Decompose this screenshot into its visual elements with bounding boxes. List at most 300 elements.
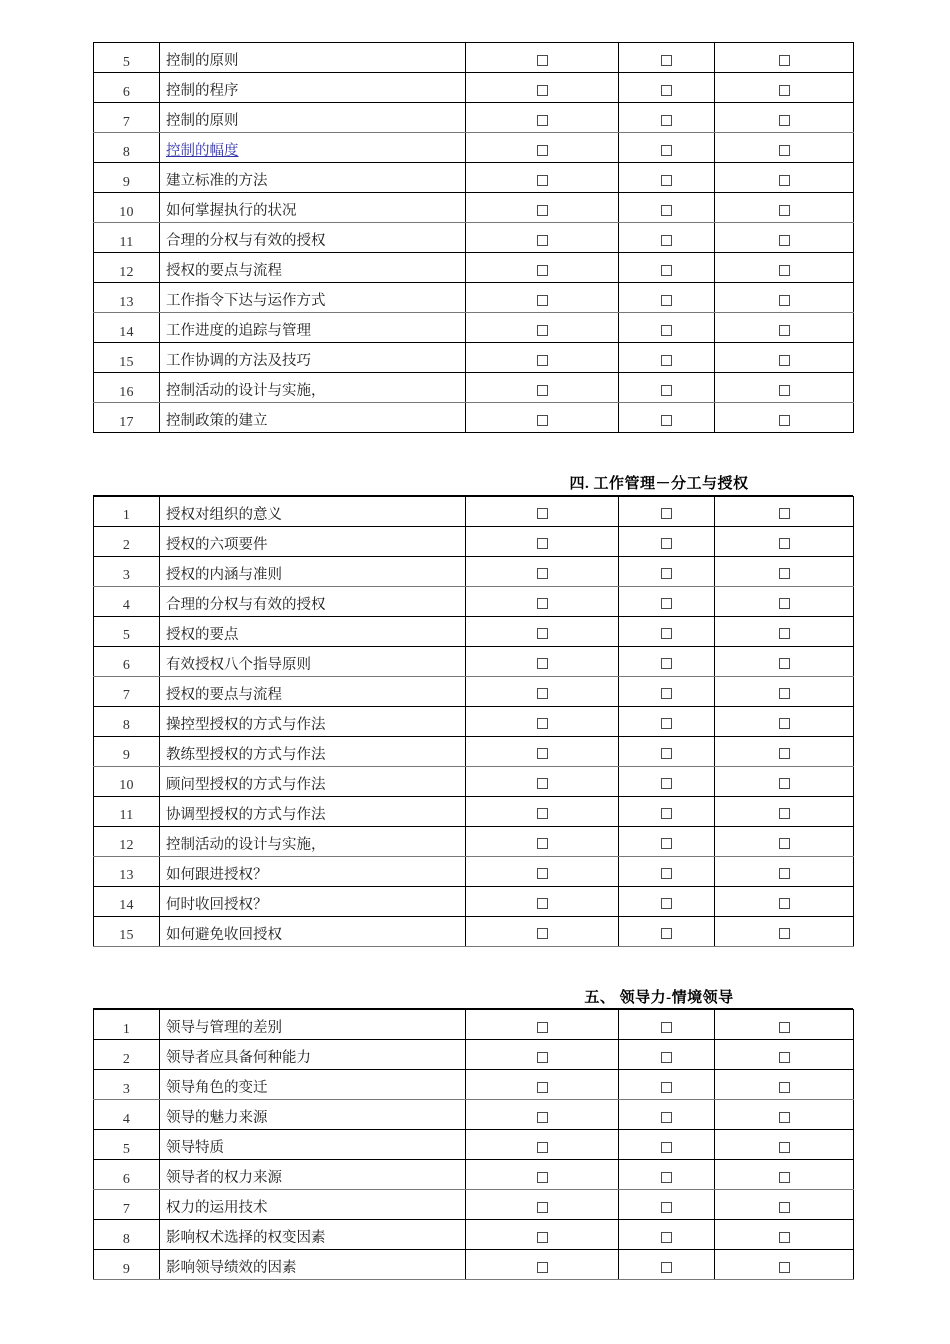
checkbox-cell-3[interactable] <box>715 1190 854 1220</box>
checkbox-empty-icon[interactable] <box>537 205 548 216</box>
row-number: 11 <box>94 223 160 253</box>
checkbox-empty-icon[interactable] <box>779 1052 790 1063</box>
checkbox-cell-2[interactable] <box>619 313 715 343</box>
checkbox-empty-icon[interactable] <box>779 778 790 789</box>
checkbox-cell-1[interactable] <box>466 796 619 826</box>
row-title-cell: 协调型授权的方式与作法 <box>160 796 466 826</box>
checkbox-cell-1[interactable] <box>466 1220 619 1250</box>
checkbox-cell-3[interactable] <box>715 856 854 886</box>
checkbox-empty-icon[interactable] <box>537 385 548 396</box>
checkbox-cell-3[interactable] <box>715 1220 854 1250</box>
checkbox-cell-1[interactable] <box>466 1160 619 1190</box>
checkbox-cell-2[interactable] <box>619 1190 715 1220</box>
checkbox-cell-1[interactable] <box>466 43 619 73</box>
row-number: 13 <box>94 856 160 886</box>
checkbox-cell-3[interactable] <box>715 403 854 433</box>
checkbox-empty-icon[interactable] <box>537 748 548 759</box>
checkbox-empty-icon[interactable] <box>661 1022 672 1033</box>
checkbox-empty-icon[interactable] <box>661 748 672 759</box>
checkbox-cell-1[interactable] <box>466 676 619 706</box>
checkbox-empty-icon[interactable] <box>537 1202 548 1213</box>
checkbox-cell-1[interactable] <box>466 556 619 586</box>
checkbox-cell-3[interactable] <box>715 373 854 403</box>
table-row <box>94 856 854 886</box>
row-title-cell: 控制活动的设计与实施， <box>160 373 466 403</box>
checkbox-cell-2[interactable] <box>619 886 715 916</box>
checkbox-cell-2[interactable] <box>619 496 715 526</box>
section-heading-text: 四. 工作管理－分工与授权 <box>569 476 749 492</box>
row-number: 14 <box>94 313 160 343</box>
checkbox-empty-icon[interactable] <box>537 325 548 336</box>
checkbox-empty-icon[interactable] <box>779 718 790 729</box>
checkbox-cell-3[interactable] <box>715 736 854 766</box>
checkbox-empty-icon[interactable] <box>779 1112 790 1123</box>
checkbox-empty-icon[interactable] <box>779 1232 790 1243</box>
checkbox-cell-1[interactable] <box>466 886 619 916</box>
checkbox-empty-icon[interactable] <box>537 355 548 366</box>
checkbox-cell-3[interactable] <box>715 496 854 526</box>
checkbox-cell-2[interactable] <box>619 706 715 736</box>
checkbox-empty-icon[interactable] <box>537 808 548 819</box>
checkbox-empty-icon[interactable] <box>661 235 672 246</box>
table-row <box>94 886 854 916</box>
checkbox-empty-icon[interactable] <box>537 778 548 789</box>
checkbox-empty-icon[interactable] <box>779 1202 790 1213</box>
checkbox-cell-3[interactable] <box>715 646 854 676</box>
checkbox-cell-1[interactable] <box>466 1130 619 1160</box>
checkbox-empty-icon[interactable] <box>779 295 790 306</box>
row-title-cell: 领导角色的变迁 <box>160 1070 466 1100</box>
row-number: 8 <box>94 1220 160 1250</box>
checkbox-empty-icon[interactable] <box>779 115 790 126</box>
checkbox-empty-icon[interactable] <box>779 688 790 699</box>
checkbox-empty-icon[interactable] <box>661 1262 672 1273</box>
checkbox-cell-1[interactable] <box>466 826 619 856</box>
checkbox-cell-3[interactable] <box>715 343 854 373</box>
checkbox-cell-1[interactable] <box>466 526 619 556</box>
checkbox-empty-icon[interactable] <box>661 838 672 849</box>
checkbox-empty-icon[interactable] <box>661 628 672 639</box>
checkbox-empty-icon[interactable] <box>779 838 790 849</box>
checkbox-empty-icon[interactable] <box>537 718 548 729</box>
checkbox-empty-icon[interactable] <box>661 355 672 366</box>
checkbox-empty-icon[interactable] <box>779 145 790 156</box>
row-title-link[interactable]: 控制的幅度 <box>166 143 239 160</box>
checkbox-cell-2[interactable] <box>619 856 715 886</box>
row-title-cell: 控制的原则 <box>160 43 466 73</box>
checkbox-cell-3[interactable] <box>715 706 854 736</box>
section-heading-cell <box>465 469 853 495</box>
checkbox-empty-icon[interactable] <box>661 1232 672 1243</box>
checkbox-cell-1[interactable] <box>466 1070 619 1100</box>
checkbox-cell-2[interactable] <box>619 556 715 586</box>
checkbox-empty-icon[interactable] <box>661 868 672 879</box>
checkbox-cell-3[interactable] <box>715 1160 854 1190</box>
checkbox-cell-2[interactable] <box>619 343 715 373</box>
checkbox-empty-icon[interactable] <box>537 235 548 246</box>
checkbox-cell-1[interactable] <box>466 1100 619 1130</box>
checkbox-cell-2[interactable] <box>619 1040 715 1070</box>
checkbox-cell-1[interactable] <box>466 283 619 313</box>
checkbox-empty-icon[interactable] <box>661 1052 672 1063</box>
checkbox-empty-icon[interactable] <box>537 868 548 879</box>
checkbox-cell-3[interactable] <box>715 313 854 343</box>
section-heading-left-pad <box>93 983 465 1009</box>
checkbox-cell-3[interactable] <box>715 766 854 796</box>
checkbox-cell-3[interactable] <box>715 616 854 646</box>
checkbox-empty-icon[interactable] <box>779 205 790 216</box>
checkbox-empty-icon[interactable] <box>537 1142 548 1153</box>
checkbox-cell-1[interactable] <box>466 193 619 223</box>
checkbox-cell-2[interactable] <box>619 796 715 826</box>
checkbox-cell-2[interactable] <box>619 193 715 223</box>
table-row <box>94 526 854 556</box>
checkbox-empty-icon[interactable] <box>537 1262 548 1273</box>
checkbox-cell-2[interactable] <box>619 826 715 856</box>
checkbox-empty-icon[interactable] <box>779 355 790 366</box>
checkbox-empty-icon[interactable] <box>537 928 548 939</box>
row-title-cell: 如何掌握执行的状况 <box>160 193 466 223</box>
checkbox-empty-icon[interactable] <box>779 868 790 879</box>
checkbox-cell-3[interactable] <box>715 1250 854 1280</box>
table-row <box>94 646 854 676</box>
checkbox-cell-2[interactable] <box>619 646 715 676</box>
checkbox-cell-1[interactable] <box>466 313 619 343</box>
row-number: 7 <box>94 103 160 133</box>
checkbox-empty-icon[interactable] <box>537 1172 548 1183</box>
checkbox-cell-2[interactable] <box>619 1100 715 1130</box>
checkbox-empty-icon[interactable] <box>661 598 672 609</box>
checklist-table <box>93 42 854 433</box>
checkbox-empty-icon[interactable] <box>537 1052 548 1063</box>
row-title-cell: 控制的程序 <box>160 73 466 103</box>
checkbox-cell-2[interactable] <box>619 223 715 253</box>
row-number: 6 <box>94 646 160 676</box>
checkbox-cell-1[interactable] <box>466 736 619 766</box>
checkbox-cell-2[interactable] <box>619 1250 715 1280</box>
table-row <box>94 556 854 586</box>
row-number: 5 <box>94 616 160 646</box>
checkbox-cell-1[interactable] <box>466 1190 619 1220</box>
table-row <box>94 103 854 133</box>
checkbox-cell-3[interactable] <box>715 586 854 616</box>
row-title-cell: 有效授权八个指导原则 <box>160 646 466 676</box>
checkbox-cell-1[interactable] <box>466 253 619 283</box>
checkbox-empty-icon[interactable] <box>661 205 672 216</box>
checkbox-empty-icon[interactable] <box>661 808 672 819</box>
checkbox-empty-icon[interactable] <box>537 175 548 186</box>
checkbox-empty-icon[interactable] <box>661 568 672 579</box>
table-row <box>94 43 854 73</box>
checkbox-cell-3[interactable] <box>715 1040 854 1070</box>
checkbox-empty-icon[interactable] <box>537 295 548 306</box>
table-row <box>94 1190 854 1220</box>
checkbox-empty-icon[interactable] <box>779 55 790 66</box>
table-row <box>94 1010 854 1040</box>
checkbox-cell-1[interactable] <box>466 1040 619 1070</box>
row-title-cell: 如何避免收回授权 <box>160 916 466 946</box>
row-number: 3 <box>94 1070 160 1100</box>
row-number: 9 <box>94 163 160 193</box>
checkbox-empty-icon[interactable] <box>661 658 672 669</box>
row-title-cell: 授权的要点与流程 <box>160 253 466 283</box>
row-number: 13 <box>94 283 160 313</box>
checkbox-empty-icon[interactable] <box>779 928 790 939</box>
section-heading-row <box>93 983 853 1010</box>
row-title-cell: 授权对组织的意义 <box>160 496 466 526</box>
checkbox-empty-icon[interactable] <box>661 295 672 306</box>
checkbox-empty-icon[interactable] <box>537 538 548 549</box>
checkbox-cell-2[interactable] <box>619 73 715 103</box>
checkbox-empty-icon[interactable] <box>779 1172 790 1183</box>
checkbox-empty-icon[interactable] <box>661 175 672 186</box>
section-heading-left-pad <box>93 469 465 495</box>
checkbox-empty-icon[interactable] <box>661 1112 672 1123</box>
checkbox-cell-2[interactable] <box>619 373 715 403</box>
checkbox-empty-icon[interactable] <box>537 1082 548 1093</box>
checkbox-empty-icon[interactable] <box>779 898 790 909</box>
checkbox-empty-icon[interactable] <box>779 175 790 186</box>
checkbox-empty-icon[interactable] <box>537 628 548 639</box>
checkbox-empty-icon[interactable] <box>537 1112 548 1123</box>
checkbox-cell-1[interactable] <box>466 73 619 103</box>
checkbox-cell-2[interactable] <box>619 586 715 616</box>
checkbox-cell-3[interactable] <box>715 1010 854 1040</box>
row-title-cell: 建立标准的方法 <box>160 163 466 193</box>
checkbox-cell-1[interactable] <box>466 1250 619 1280</box>
checkbox-cell-1[interactable] <box>466 403 619 433</box>
table-row <box>94 736 854 766</box>
table-row <box>94 313 854 343</box>
checkbox-empty-icon[interactable] <box>661 538 672 549</box>
table-row <box>94 1040 854 1070</box>
checkbox-cell-2[interactable] <box>619 403 715 433</box>
checkbox-empty-icon[interactable] <box>779 598 790 609</box>
checkbox-cell-2[interactable] <box>619 1160 715 1190</box>
row-title-cell: 控制的原则 <box>160 103 466 133</box>
checkbox-cell-2[interactable] <box>619 1220 715 1250</box>
checkbox-cell-3[interactable] <box>715 826 854 856</box>
checkbox-cell-2[interactable] <box>619 103 715 133</box>
row-number: 6 <box>94 73 160 103</box>
checkbox-empty-icon[interactable] <box>537 838 548 849</box>
checkbox-empty-icon[interactable] <box>779 235 790 246</box>
checkbox-cell-1[interactable] <box>466 616 619 646</box>
checkbox-empty-icon[interactable] <box>779 808 790 819</box>
section-heading-cell <box>465 983 853 1009</box>
row-title-cell: 授权的六项要件 <box>160 526 466 556</box>
table-row <box>94 616 854 646</box>
checkbox-cell-1[interactable] <box>466 373 619 403</box>
checkbox-empty-icon[interactable] <box>537 658 548 669</box>
checkbox-cell-3[interactable] <box>715 73 854 103</box>
checkbox-empty-icon[interactable] <box>661 688 672 699</box>
checkbox-cell-1[interactable] <box>466 916 619 946</box>
checkbox-cell-3[interactable] <box>715 223 854 253</box>
row-number: 11 <box>94 796 160 826</box>
checkbox-empty-icon[interactable] <box>661 928 672 939</box>
checkbox-empty-icon[interactable] <box>779 1082 790 1093</box>
checkbox-cell-3[interactable] <box>715 556 854 586</box>
table-row <box>94 1130 854 1160</box>
checkbox-cell-2[interactable] <box>619 676 715 706</box>
checkbox-empty-icon[interactable] <box>661 1082 672 1093</box>
row-number: 14 <box>94 886 160 916</box>
checkbox-empty-icon[interactable] <box>779 265 790 276</box>
checkbox-empty-icon[interactable] <box>661 385 672 396</box>
checkbox-empty-icon[interactable] <box>537 568 548 579</box>
checkbox-empty-icon[interactable] <box>537 508 548 519</box>
checkbox-empty-icon[interactable] <box>661 265 672 276</box>
row-title-cell: 工作协调的方法及技巧 <box>160 343 466 373</box>
row-title-cell: 影响权术选择的权变因素 <box>160 1220 466 1250</box>
section-heading-row <box>93 469 853 496</box>
checkbox-empty-icon[interactable] <box>661 1172 672 1183</box>
checkbox-empty-icon[interactable] <box>661 415 672 426</box>
checkbox-cell-3[interactable] <box>715 1100 854 1130</box>
checkbox-empty-icon[interactable] <box>779 415 790 426</box>
checkbox-cell-3[interactable] <box>715 796 854 826</box>
checkbox-empty-icon[interactable] <box>537 415 548 426</box>
checkbox-cell-2[interactable] <box>619 916 715 946</box>
checkbox-cell-2[interactable] <box>619 163 715 193</box>
checkbox-cell-1[interactable] <box>466 103 619 133</box>
row-number: 8 <box>94 706 160 736</box>
checkbox-empty-icon[interactable] <box>537 85 548 96</box>
checkbox-empty-icon[interactable] <box>779 85 790 96</box>
checkbox-empty-icon[interactable] <box>779 748 790 759</box>
checkbox-empty-icon[interactable] <box>779 1262 790 1273</box>
checkbox-cell-1[interactable] <box>466 586 619 616</box>
row-number: 1 <box>94 496 160 526</box>
checkbox-empty-icon[interactable] <box>537 688 548 699</box>
row-number: 16 <box>94 373 160 403</box>
checkbox-cell-2[interactable] <box>619 766 715 796</box>
checkbox-empty-icon[interactable] <box>779 568 790 579</box>
checkbox-cell-1[interactable] <box>466 766 619 796</box>
checkbox-empty-icon[interactable] <box>779 628 790 639</box>
checklist-sheet <box>93 42 853 1280</box>
row-title-cell: 操控型授权的方式与作法 <box>160 706 466 736</box>
checkbox-cell-2[interactable] <box>619 736 715 766</box>
checkbox-cell-3[interactable] <box>715 916 854 946</box>
checkbox-cell-2[interactable] <box>619 43 715 73</box>
checkbox-empty-icon[interactable] <box>661 115 672 126</box>
checkbox-empty-icon[interactable] <box>779 325 790 336</box>
checkbox-empty-icon[interactable] <box>779 385 790 396</box>
section-spacer <box>93 947 853 983</box>
row-number: 15 <box>94 343 160 373</box>
checkbox-empty-icon[interactable] <box>661 898 672 909</box>
checkbox-empty-icon[interactable] <box>537 145 548 156</box>
checkbox-cell-1[interactable] <box>466 646 619 676</box>
checkbox-cell-3[interactable] <box>715 193 854 223</box>
row-title-cell: 顾问型授权的方式与作法 <box>160 766 466 796</box>
checkbox-cell-3[interactable] <box>715 1070 854 1100</box>
checkbox-empty-icon[interactable] <box>779 538 790 549</box>
table-row <box>94 496 854 526</box>
checkbox-empty-icon[interactable] <box>661 145 672 156</box>
checkbox-empty-icon[interactable] <box>661 55 672 66</box>
checkbox-cell-2[interactable] <box>619 1010 715 1040</box>
row-number: 7 <box>94 676 160 706</box>
checkbox-empty-icon[interactable] <box>537 898 548 909</box>
checkbox-cell-3[interactable] <box>715 676 854 706</box>
row-number: 15 <box>94 916 160 946</box>
checkbox-cell-3[interactable] <box>715 43 854 73</box>
checkbox-cell-2[interactable] <box>619 526 715 556</box>
checkbox-empty-icon[interactable] <box>779 508 790 519</box>
checkbox-cell-3[interactable] <box>715 133 854 163</box>
row-number: 7 <box>94 1190 160 1220</box>
checkbox-cell-2[interactable] <box>619 133 715 163</box>
row-title-cell: 合理的分权与有效的授权 <box>160 223 466 253</box>
checkbox-cell-3[interactable] <box>715 103 854 133</box>
checkbox-empty-icon[interactable] <box>779 1142 790 1153</box>
checkbox-empty-icon[interactable] <box>537 1022 548 1033</box>
checkbox-cell-3[interactable] <box>715 1130 854 1160</box>
row-title-cell: 授权的内涵与准则 <box>160 556 466 586</box>
checkbox-cell-3[interactable] <box>715 163 854 193</box>
checkbox-empty-icon[interactable] <box>661 1142 672 1153</box>
table-row <box>94 1160 854 1190</box>
row-number: 6 <box>94 1160 160 1190</box>
checkbox-empty-icon[interactable] <box>779 1022 790 1033</box>
table-row <box>94 826 854 856</box>
row-title-cell: 权力的运用技术 <box>160 1190 466 1220</box>
checkbox-empty-icon[interactable] <box>537 1232 548 1243</box>
checkbox-empty-icon[interactable] <box>661 778 672 789</box>
checkbox-cell-2[interactable] <box>619 616 715 646</box>
checkbox-empty-icon[interactable] <box>661 1202 672 1213</box>
table-row <box>94 253 854 283</box>
checkbox-cell-3[interactable] <box>715 253 854 283</box>
row-number: 17 <box>94 403 160 433</box>
table-row <box>94 1250 854 1280</box>
checkbox-cell-1[interactable] <box>466 223 619 253</box>
checkbox-cell-3[interactable] <box>715 886 854 916</box>
checkbox-empty-icon[interactable] <box>779 658 790 669</box>
table-row <box>94 163 854 193</box>
checkbox-empty-icon[interactable] <box>537 115 548 126</box>
checkbox-cell-1[interactable] <box>466 1010 619 1040</box>
checkbox-cell-3[interactable] <box>715 283 854 313</box>
checkbox-empty-icon[interactable] <box>661 718 672 729</box>
checkbox-cell-1[interactable] <box>466 856 619 886</box>
checkbox-empty-icon[interactable] <box>661 85 672 96</box>
checkbox-empty-icon[interactable] <box>537 265 548 276</box>
checkbox-cell-2[interactable] <box>619 1130 715 1160</box>
checkbox-empty-icon[interactable] <box>537 55 548 66</box>
table-row <box>94 706 854 736</box>
checkbox-cell-1[interactable] <box>466 706 619 736</box>
row-number: 9 <box>94 736 160 766</box>
checkbox-cell-2[interactable] <box>619 283 715 313</box>
checkbox-empty-icon[interactable] <box>537 598 548 609</box>
checkbox-cell-1[interactable] <box>466 163 619 193</box>
checkbox-cell-3[interactable] <box>715 526 854 556</box>
checkbox-cell-2[interactable] <box>619 253 715 283</box>
row-number: 2 <box>94 1040 160 1070</box>
checkbox-empty-icon[interactable] <box>661 325 672 336</box>
checkbox-cell-1[interactable] <box>466 496 619 526</box>
checkbox-empty-icon[interactable] <box>661 508 672 519</box>
checkbox-cell-1[interactable] <box>466 343 619 373</box>
checkbox-cell-1[interactable] <box>466 133 619 163</box>
table-row <box>94 343 854 373</box>
checkbox-cell-2[interactable] <box>619 1070 715 1100</box>
row-number: 4 <box>94 586 160 616</box>
